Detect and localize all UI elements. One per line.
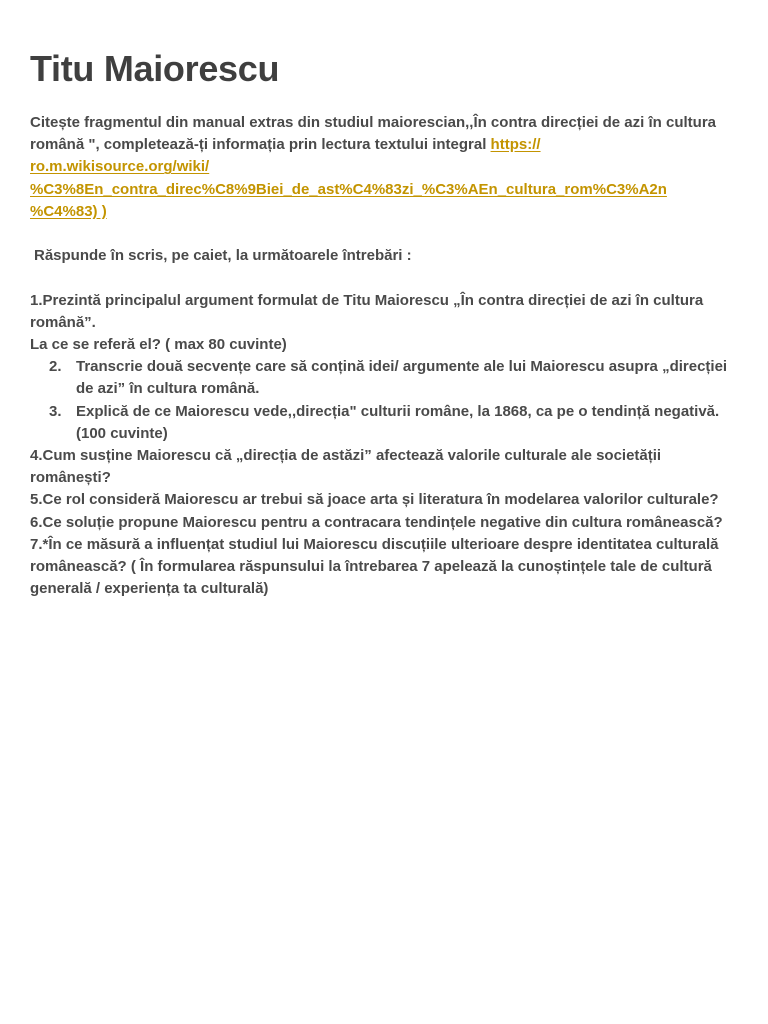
numbered-questions	[30, 356, 745, 445]
question-2	[30, 356, 745, 400]
link-line-1[interactable]: https://	[490, 136, 541, 154]
question-6: 6.Ce soluție propune Maiorescu pentru a contracara tendințele negative din cultura românească?	[30, 513, 723, 531]
intro-text: Citește fragmentul din manual extras din studiul maiorescian,,În contra direcției de azi în cultura română ", completează-ți informația prin lectura textului integral	[30, 114, 716, 154]
question-text: Transcrie două secvențe care să conțină idei/ argumente ale lui Maiorescu asupra „direcției de azi” în cultura română.	[76, 358, 728, 398]
question-7: 7.*În ce măsură a influențat studiul lui Maiorescu discuțiile ulterioare despre identitatea culturală românească? ( În formularea răspunsului la întrebarea 7 apelează la cunoștințele tale de cultură generală / experiența ta culturală)	[30, 535, 719, 598]
link-line-4[interactable]: %C4%83) )	[30, 202, 107, 220]
question-text: Explică de ce Maiorescu vede,,direcția" culturii române, la 1868, ca pe o tendință negativă. (100 cuvinte)	[76, 402, 720, 442]
link-line-2[interactable]: ro.m.wikisource.org/wiki/	[30, 158, 210, 176]
question-3	[30, 401, 745, 445]
page-title: Titu Maiorescu	[30, 48, 280, 89]
link-line-3[interactable]: %C3%8En_contra_direc%C8%9Biei_de_ast%C4%83zi_%C3%AEn_cultura_rom%C3%A2n	[30, 180, 667, 198]
spacer	[30, 267, 745, 289]
spacer	[30, 223, 745, 245]
question-number: 3.	[49, 402, 62, 420]
answer-prompt: Răspunde în scris, pe caiet, la următoarele întrebări :	[34, 247, 412, 265]
intro-paragraph	[30, 112, 745, 223]
question-1-subline: La ce se referă el? ( max 80 cuvinte)	[30, 336, 287, 353]
question-1: 1.Prezintă principalul argument formulat de Titu Maiorescu „În contra direcției de azi în cultura română”.	[30, 291, 704, 331]
question-4: 4.Cum susține Maiorescu că „direcția de astăzi” afectează valorile culturale ale societății românești?	[30, 447, 662, 487]
document-page	[30, 46, 745, 600]
question-5: 5.Ce rol consideră Maiorescu ar trebui să joace arta și literatura în modelarea valorilor culturale?	[30, 491, 719, 509]
question-number: 2.	[49, 358, 62, 376]
